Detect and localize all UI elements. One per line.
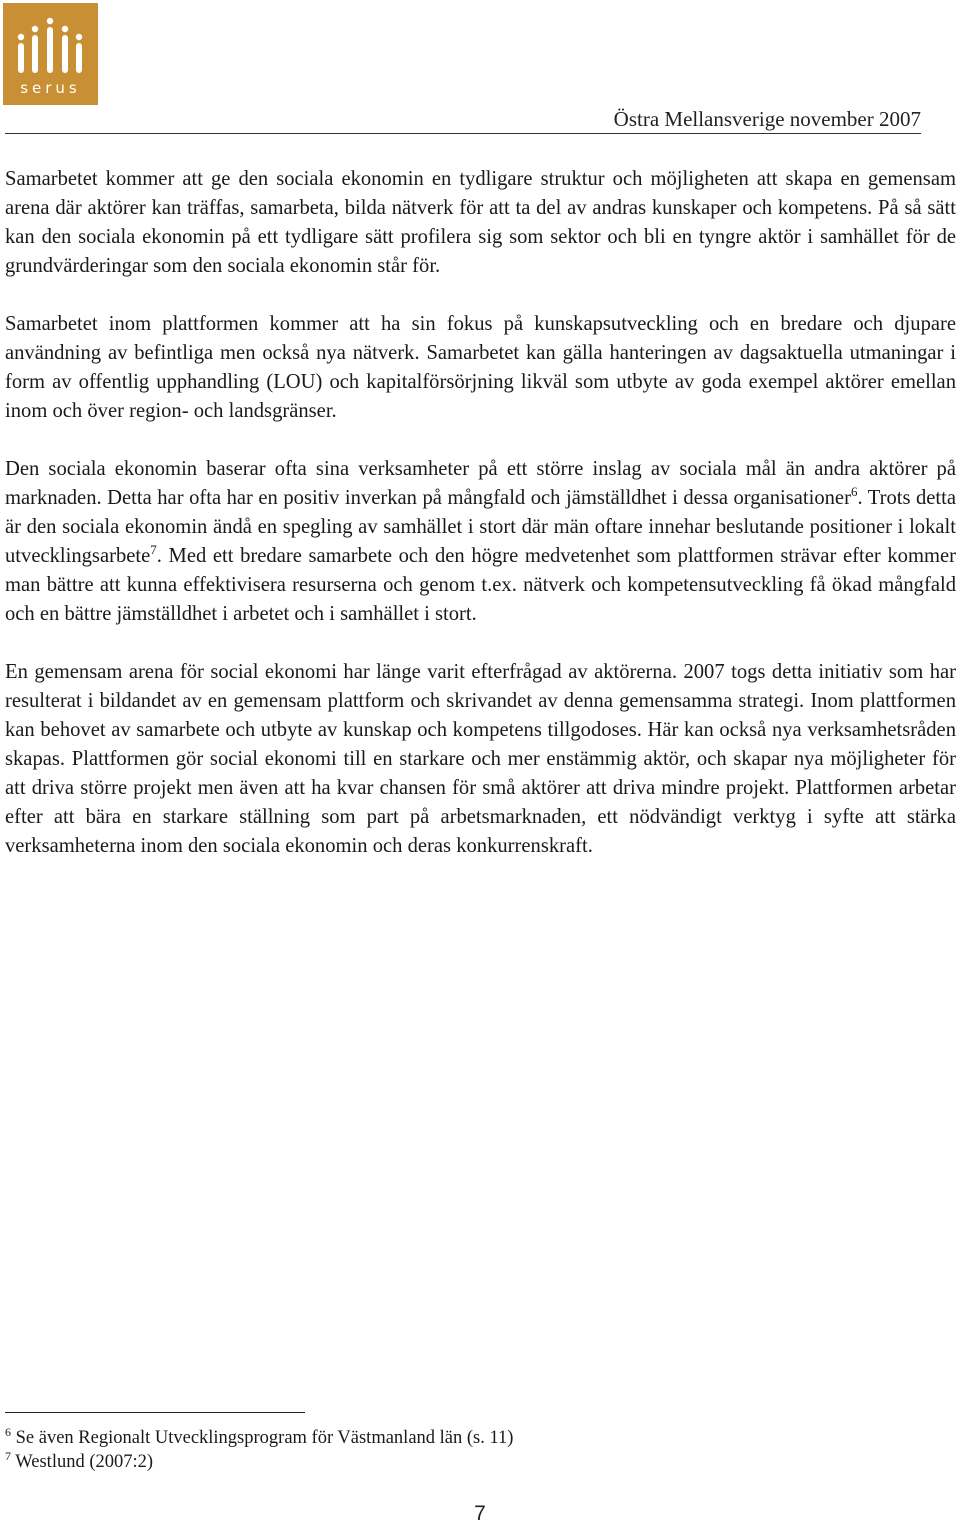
logo-wordmark: serus	[20, 79, 81, 97]
body-text	[5, 165, 956, 890]
footnote-divider	[5, 1412, 305, 1413]
paragraph: Den sociala ekonomin baserar ofta sina verksamheter på ett större inslag av sociala mål än andra aktörer på marknaden. Detta har ofta har en positiv inverkan på mångfald och jämställdhet i dessa organisationer$^6$. Trots detta är den sociala ekonomin ändå en spegling av samhället i stort där män oftare innehar beslutande positioner i lokalt utvecklingsarbete$^7$. Med ett bredare samarbete och den högre medvetenhet som plattformen strävar efter kommer man bättre att kunna effektivisera resurserna och genom t.ex. nätverk och kompetensutveckling få ökad mångfald och en bättre jämställdhet i arbetet och i samhället i stort.	[5, 458, 957, 625]
footnote-7: $^7$ Westlund (2007:2)	[5, 1449, 154, 1472]
paragraph: En gemensam arena för social ekonomi har länge varit efterfrågad av aktörerna. 2007 togs detta initiativ som har resulterat i bildandet av en gemensam plattform och skrivandet av denna gemensamma strategi. Inom plattformen kan behovet av samarbete och utbyte av kunskap och kompetens tillgodoses. Här kan också nya verksamhetsråden skapas. Plattformen gör social ekonomi till en starkare och mer enstämmig aktör, och skapar nya möjligheter för att driva större projekt men även att ha kvar chansen för små aktörer att driva mindre projekt. Plattformen arbetar efter att bära en starkare ställning som part på arbetsmarknaden, ett nödvändigt verktyg i syfte att stärka verksamheterna inom den sociala ekonomin och deras konkurrenskraft.	[5, 661, 956, 857]
paragraph: Samarbetet kommer att ge den sociala ekonomin en tydligare struktur och möjligheten att skapa en gemensam arena där aktörer kan träffas, samarbeta, bilda nätverk för att ta del av andras kunskaper och kompetens. På så sätt kan den sociala ekonomin på ett tydligare sätt profilera sig som sektor och bli en tyngre aktör i samhället för de grundvärderingar som den sociala ekonomin står för.	[5, 168, 956, 277]
header-divider	[5, 133, 921, 134]
footnotes	[5, 1426, 513, 1474]
page-number: 7	[474, 1502, 486, 1525]
footnote-6: $^6$ Se även Regionalt Utvecklingsprogram för Västmanland län (s. 11)	[5, 1425, 514, 1448]
header-title: Östra Mellansverige november 2007	[613, 107, 921, 131]
paragraph: Samarbetet inom plattformen kommer att ha sin fokus på kunskapsutveckling och en bredare och djupare användning av befintliga men också nya nätverk. Samarbetet kan gälla hanteringen av dagsaktuella utmaningar i form av offentlig upphandling (LOU) och kapitalförsörjning likväl som utbyte av goda exempel aktörer emellan inom och över region- och landsgränser.	[5, 313, 956, 422]
footnote-ref-7[interactable]: 7	[150, 542, 157, 557]
footnote-ref-6[interactable]: 6	[850, 484, 858, 499]
serus-logo	[3, 3, 98, 105]
